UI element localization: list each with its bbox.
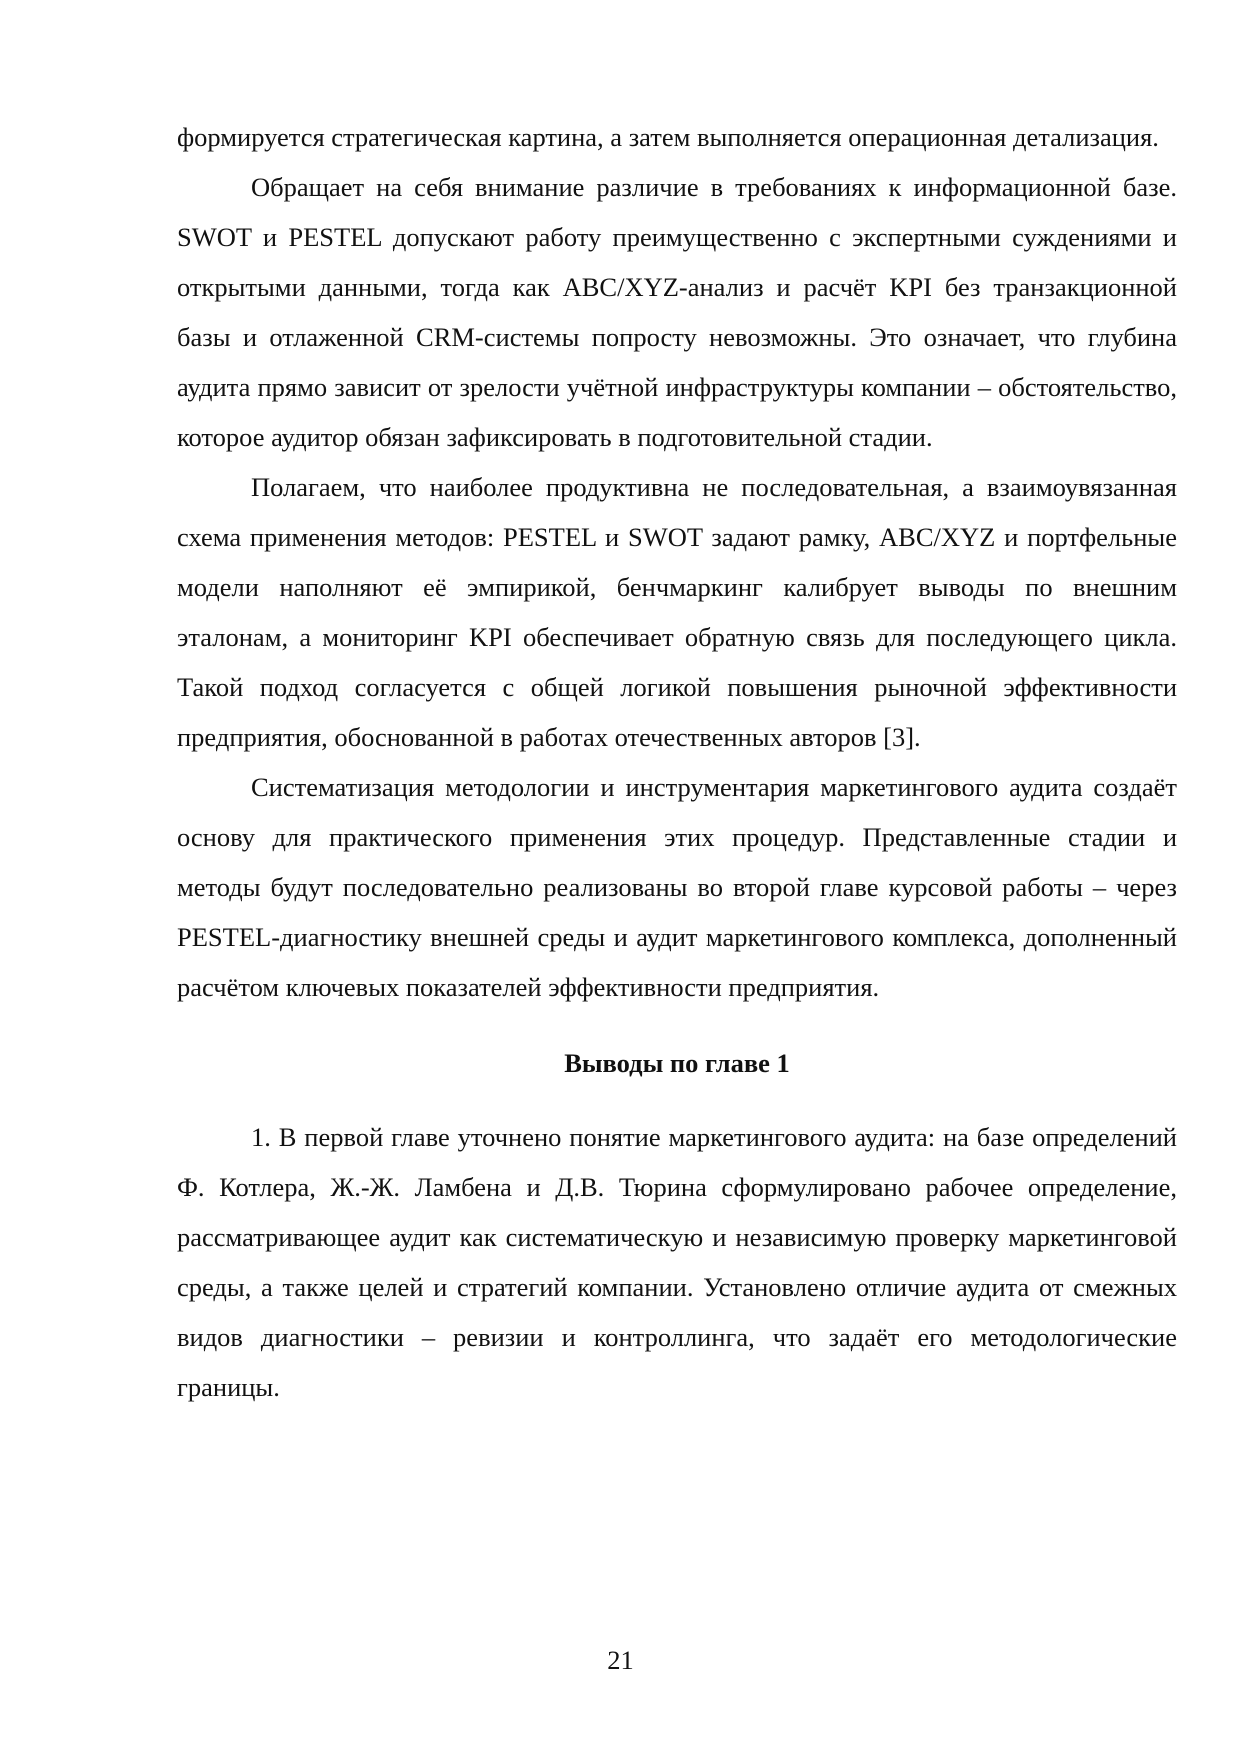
document-body xyxy=(177,112,1177,1412)
paragraph-conclusion-1: 1. В первой главе уточнено понятие маркетингового аудита: на базе определений Ф. Котлера, Ж.-Ж. Ламбена и Д.В. Тюрина сформулировано рабочее определение, рассматривающее аудит как систематическую и независимую проверку маркетинговой среды, а также целей и стратегий компании. Установлено отличие аудита от смежных видов диагностики – ревизии и контроллинга, что задаёт его методологические границы. xyxy=(177,1122,1177,1402)
page-number: 21 xyxy=(607,1645,634,1675)
section-heading: Выводы по главе 1 xyxy=(564,1048,790,1078)
paragraph-systematization: Систематизация методологии и инструментария маркетингового аудита создаёт основу для практического применения этих процедур. Представленные стадии и методы будут последовательно реализованы во второй главе курсовой работы – через PESTEL-диагностику внешней среды и аудит маркетингового комплекса, дополненный расчётом ключевых показателей эффективности предприятия. xyxy=(177,772,1177,1002)
paragraph-methods-scheme: Полагаем, что наиболее продуктивна не последовательная, а взаимоувязанная схема применения методов: PESTEL и SWOT задают рамку, ABC/XYZ и портфельные модели наполняют её эмпирикой, бенчмаркинг калибрует выводы по внешним эталонам, а мониторинг KPI обеспечивает обратную связь для последующего цикла. Такой подход согласуется с общей логикой повышения рыночной эффективности предприятия, обоснованной в работах отечественных авторов [3]. xyxy=(177,472,1177,752)
paragraph-information-base: Обращает на себя внимание различие в требованиях к информационной базе. SWOT и PESTEL допускают работу преимущественно с экспертными суждениями и открытыми данными, тогда как ABC/XYZ-анализ и расчёт KPI без транзакционной базы и отлаженной CRM-системы попросту невозможны. Это означает, что глубина аудита прямо зависит от зрелости учётной инфраструктуры компании – обстоятельство, которое аудитор обязан зафиксировать в подготовительной стадии. xyxy=(177,172,1177,452)
paragraph-continuation: формируется стратегическая картина, а затем выполняется операционная детализация. xyxy=(177,122,1159,152)
